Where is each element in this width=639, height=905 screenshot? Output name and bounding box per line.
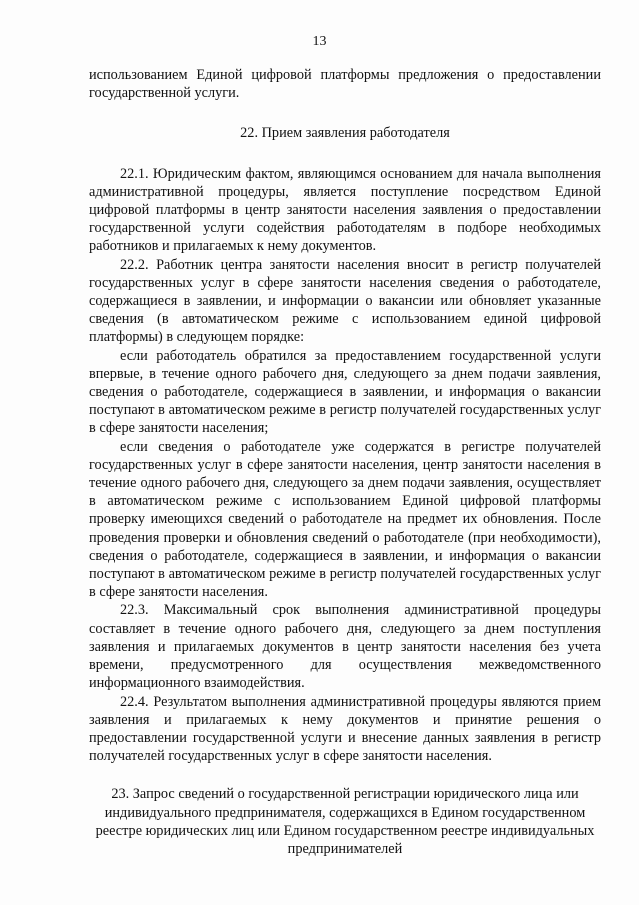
- paragraph-22-4: 22.4. Результатом выполнения административной процедуры являются прием заявления и прилагаемых к нему документов и принятие решения о предоставлении государственной услуги и внесение данных заявления в регистр получателей государственных услуг в сфере занятости населения.: [89, 693, 601, 765]
- section-22-heading: 22. Прием заявления работодателя: [240, 125, 450, 142]
- paragraph-22-1: 22.1. Юридическим фактом, являющимся основанием для начала выполнения административной процедуры, является поступление посредством Единой цифровой платформы в центр занятости населения заявления о предоставлении государственной услуги содействия работодателям в подборе необходимых работников и прилагаемых к нему документов.: [89, 165, 601, 255]
- section-23-heading: 23. Запрос сведений о государственной регистрации юридического лица или индивидуального предпринимателя, содержащихся в Едином государственном реестре юридических лиц или Едином государственном реестре индивидуальных предпринимателей: [95, 786, 595, 857]
- paragraph-22-3: 22.3. Максимальный срок выполнения административной процедуры составляет в течение одного рабочего дня, следующего за днем поступления заявления и прилагаемых документов в центр занятости населения без учета времени, предусмотренного для осуществления межведомственного информационного взаимодействия.: [89, 602, 601, 692]
- paragraph-22-2: 22.2. Работник центра занятости населения вносит в регистр получателей государственных услуг в сфере занятости населения сведения о работодателе, содержащиеся в заявлении, и информации о вакансии или обновляет указанные сведения (в автоматическом режиме с использованием единой цифровой платформы) в следующем порядке:: [89, 256, 601, 346]
- page-number: 13: [312, 34, 327, 49]
- continuation-paragraph: использованием Единой цифровой платформы предложения о предоставлении государственной услуги.: [89, 67, 601, 102]
- paragraph-22-2-second-case: если сведения о работодателе уже содержатся в регистре получателей государственных услуг в сфере занятости населения, центр занятости населения в течение одного рабочего дня, следующего за днем подачи заявления, осуществляет в автоматическом режиме с использованием Единой цифровой платформы проверку имеющихся сведений о работодателе на предмет их обновления. После проведения проверки и обновления сведений о работодателе (при необходимости), сведения о работодателе, содержащиеся в заявлении, и информация о вакансии поступают в автоматическом режиме в регистр получателей государственных услуг в сфере занятости населения.: [89, 438, 601, 601]
- paragraph-22-2-first-case: если работодатель обратился за предоставлением государственной услуги впервые, в течение одного рабочего дня, следующего за днем подачи заявления, сведения о работодателе, содержащиеся в заявлении, и информация о вакансии поступают в автоматическом режиме в регистр получателей государственных услуг в сфере занятости населения;: [89, 347, 601, 437]
- document-body: [89, 66, 601, 858]
